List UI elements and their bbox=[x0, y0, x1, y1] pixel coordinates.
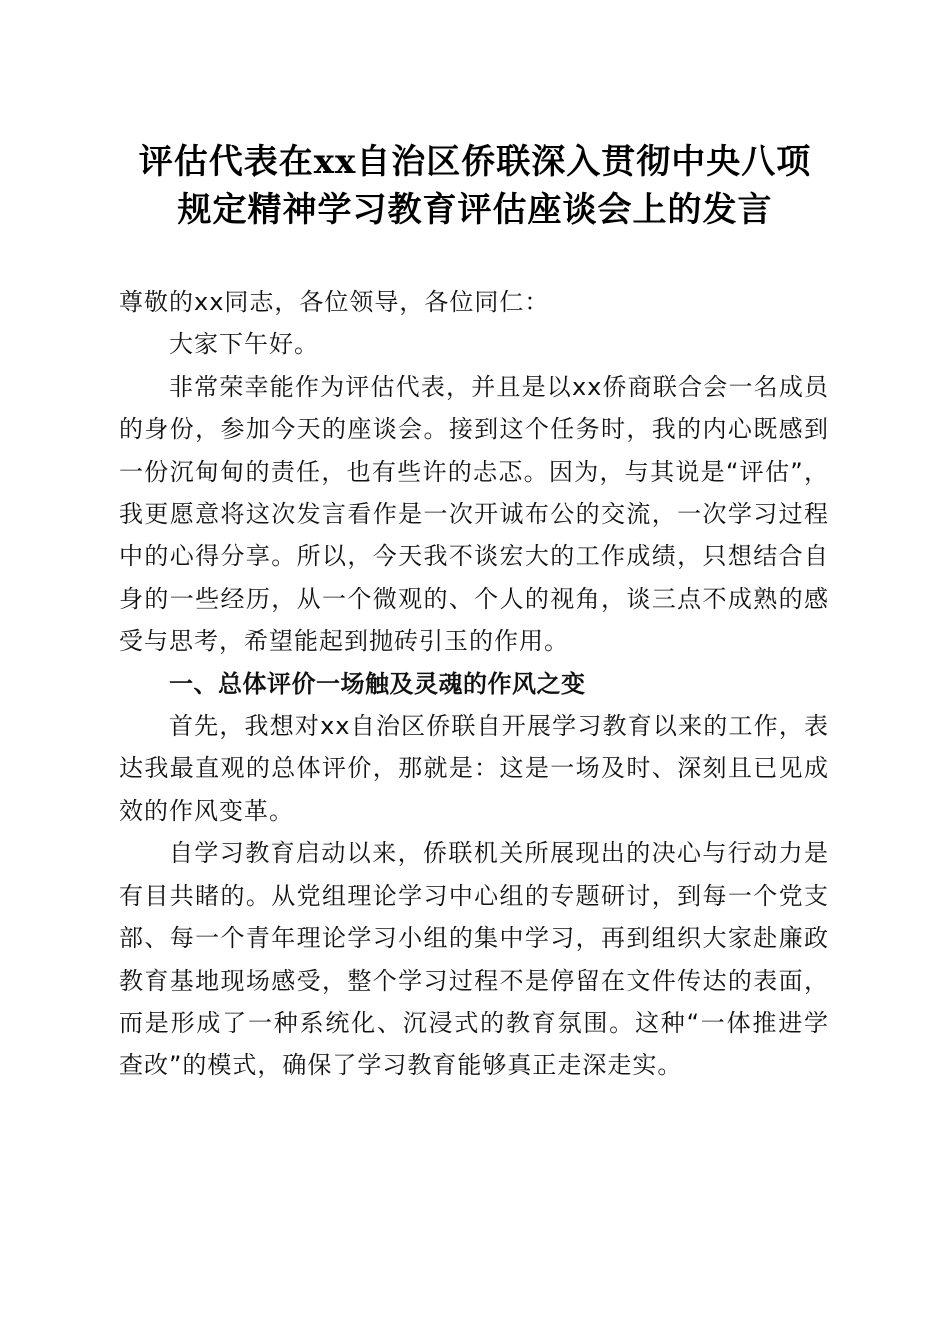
title-line-1: 评估代表在xx自治区侨联深入贯彻中央八项 bbox=[138, 142, 812, 182]
title-line-2: 规定精神学习教育评估座谈会上的发言 bbox=[177, 190, 773, 230]
greeting: 大家下午好。 bbox=[169, 330, 319, 359]
salutation: 尊敬的xx同志，各位领导，各位同仁： bbox=[119, 288, 550, 316]
section-heading-1: 一、总体评价一场触及灵魂的作风之变 bbox=[169, 669, 586, 698]
document-title bbox=[60, 138, 890, 234]
paragraph-study-process: 自学习教育启动以来，侨联机关所展现出的决心与行动力是有目共睹的。从党组理论学习中心组的专题研讨，到每一个党支部、每一个青年理论学习小组的集中学习，再到组织大家赴廉政教育基地现场感受，整个学习过程不是停留在文件传达的表面，而是形成了一种系统化、沉浸式的教育氛围。这种“一体推进学查改”的模式，确保了学习教育能够真正走深走实。 bbox=[119, 839, 829, 1080]
paragraph-intro: 非常荣幸能作为评估代表，并且是以xx侨商联合会一名成员的身份，参加今天的座谈会。接到这个任务时，我的内心既感到一份沉甸甸的责任，也有些许的忐忑。因为，与其说是“评估”，我更愿意将这次发言看作是一次开诚布公的交流，一次学习过程中的心得分享。所以，今天我不谈宏大的工作成绩，只想结合自身的一些经历，从一个微观的、个人的视角，谈三点不成熟的感受与思考，希望能起到抛砖引玉的作用。 bbox=[119, 372, 829, 656]
paragraph-evaluation: 首先，我想对xx自治区侨联自开展学习教育以来的工作，表达我最直观的总体评价，那就是：这是一场及时、深刻且已见成效的作风变革。 bbox=[119, 712, 829, 825]
document-body bbox=[119, 281, 829, 1087]
